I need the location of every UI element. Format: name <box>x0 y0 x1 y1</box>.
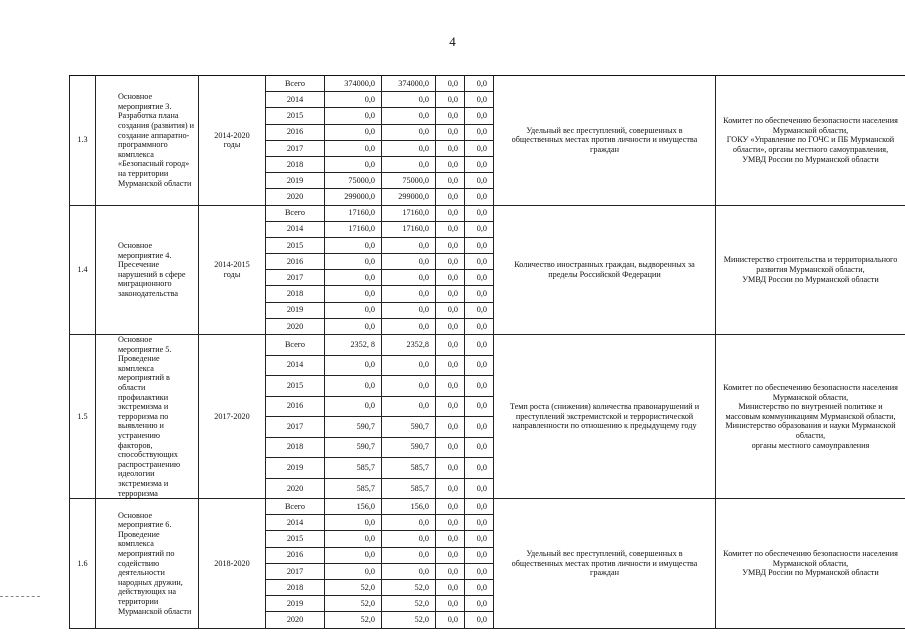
year-cell: 2018 <box>266 580 325 596</box>
regional-budget-cell: 299000,0 <box>382 189 436 205</box>
federal-budget-cell: 0,0 <box>436 108 465 124</box>
total-amount-cell: 0,0 <box>325 108 382 124</box>
total-amount-cell: 585,7 <box>325 458 382 479</box>
total-amount-cell: 585,7 <box>325 478 382 499</box>
responsible-line: ГОКУ «Управление по ГОЧС и ПБ Мурманской области», органы местного самоуправления, УМВД России по Мурманской области <box>726 135 895 164</box>
regional-budget-cell: 0,0 <box>382 92 436 108</box>
other-sources-cell: 0,0 <box>465 563 494 579</box>
year-cell: 2015 <box>266 237 325 253</box>
regional-budget-cell: 0,0 <box>382 108 436 124</box>
responsible-line: Комитет по обеспечению безопасности населения Мурманской области, <box>723 382 898 402</box>
regional-budget-cell: 0,0 <box>382 563 436 579</box>
other-sources-cell: 0,0 <box>465 335 494 356</box>
regional-budget-cell: 0,0 <box>382 547 436 563</box>
regional-budget-cell: 0,0 <box>382 237 436 253</box>
total-amount-cell: 0,0 <box>325 396 382 417</box>
activity-indicator: Количество иностранных граждан, выдворенных за пределы Российской Федерации <box>494 205 716 335</box>
total-amount-cell: 299000,0 <box>325 189 382 205</box>
federal-budget-cell: 0,0 <box>436 205 465 221</box>
year-cell: Всего <box>266 205 325 221</box>
federal-budget-cell: 0,0 <box>436 254 465 270</box>
other-sources-cell: 0,0 <box>465 318 494 334</box>
year-cell: 2014 <box>266 221 325 237</box>
regional-budget-cell: 374000,0 <box>382 76 436 92</box>
year-cell: Всего <box>266 76 325 92</box>
table-row <box>70 335 905 356</box>
federal-budget-cell: 0,0 <box>436 140 465 156</box>
activity-number: 1.4 <box>70 205 96 335</box>
year-cell: 2015 <box>266 376 325 397</box>
year-cell: 2020 <box>266 612 325 628</box>
period-line: годы <box>223 269 241 279</box>
page-number: 4 <box>449 34 456 49</box>
activity-period <box>199 76 266 206</box>
activity-name: Основное мероприятие 5. Проведение комплекса мероприятий в области профилактики экстремизма и терроризма по выявлению и устранению факторов, способствующих распространению идеологии экстремизма и терроризма <box>96 335 199 499</box>
regional-budget-cell: 0,0 <box>382 376 436 397</box>
federal-budget-cell: 0,0 <box>436 580 465 596</box>
responsible-line: Министерство образования и науки Мурманской области, <box>725 421 896 440</box>
year-cell: 2020 <box>266 478 325 499</box>
federal-budget-cell: 0,0 <box>436 124 465 140</box>
activity-indicator: Удельный вес преступлений, совершенных в общественных местах против личности и имущества граждан <box>494 499 716 629</box>
regional-budget-cell: 156,0 <box>382 499 436 515</box>
activity-name: Основное мероприятие 3. Разработка плана создания (развития) и создание аппаратно-программного комплекса «Безопасный город» на территории Мурманской области <box>96 76 199 206</box>
other-sources-cell: 0,0 <box>465 499 494 515</box>
regional-budget-cell: 0,0 <box>382 318 436 334</box>
table-row <box>70 205 905 221</box>
regional-budget-cell: 585,7 <box>382 458 436 479</box>
activity-period <box>199 499 266 629</box>
responsible-line: органы местного самоуправления <box>751 440 870 450</box>
table-body <box>70 76 905 629</box>
regional-budget-cell: 0,0 <box>382 396 436 417</box>
federal-budget-cell: 0,0 <box>436 221 465 237</box>
year-cell: 2017 <box>266 270 325 286</box>
other-sources-cell: 0,0 <box>465 612 494 628</box>
regional-budget-cell: 52,0 <box>382 612 436 628</box>
federal-budget-cell: 0,0 <box>436 596 465 612</box>
responsible-line: УМВД России по Мурманской области <box>742 568 879 578</box>
total-amount-cell: 590,7 <box>325 437 382 458</box>
total-amount-cell: 2352, 8 <box>325 335 382 356</box>
regional-budget-cell: 75000,0 <box>382 173 436 189</box>
responsible-line: Министерство строительства и территориального развития Мурманской области, <box>723 255 898 274</box>
program-activities-table <box>69 75 905 629</box>
table-row <box>70 76 905 92</box>
other-sources-cell: 0,0 <box>465 547 494 563</box>
period-line: 2018-2020 <box>214 558 250 568</box>
total-amount-cell: 75000,0 <box>325 173 382 189</box>
period-line: 2014-2020 <box>214 130 250 140</box>
regional-budget-cell: 0,0 <box>382 124 436 140</box>
federal-budget-cell: 0,0 <box>436 270 465 286</box>
federal-budget-cell: 0,0 <box>436 531 465 547</box>
year-cell: 2019 <box>266 458 325 479</box>
federal-budget-cell: 0,0 <box>436 156 465 172</box>
other-sources-cell: 0,0 <box>465 437 494 458</box>
federal-budget-cell: 0,0 <box>436 612 465 628</box>
year-cell: 2015 <box>266 531 325 547</box>
year-cell: 2018 <box>266 286 325 302</box>
federal-budget-cell: 0,0 <box>436 547 465 563</box>
regional-budget-cell: 585,7 <box>382 478 436 499</box>
activity-number: 1.5 <box>70 335 96 499</box>
other-sources-cell: 0,0 <box>465 205 494 221</box>
year-cell: 2016 <box>266 547 325 563</box>
total-amount-cell: 0,0 <box>325 270 382 286</box>
federal-budget-cell: 0,0 <box>436 237 465 253</box>
year-cell: 2019 <box>266 173 325 189</box>
year-cell: 2014 <box>266 355 325 376</box>
regional-budget-cell: 590,7 <box>382 417 436 438</box>
total-amount-cell: 17160,0 <box>325 205 382 221</box>
total-amount-cell: 0,0 <box>325 156 382 172</box>
activity-name: Основное мероприятие 4. Пресечение нарушений в сфере миграционного законодательства <box>96 205 199 335</box>
federal-budget-cell: 0,0 <box>436 355 465 376</box>
other-sources-cell: 0,0 <box>465 221 494 237</box>
activity-responsible <box>716 76 905 206</box>
responsible-line: УМВД России по Мурманской области <box>742 274 879 284</box>
other-sources-cell: 0,0 <box>465 124 494 140</box>
total-amount-cell: 0,0 <box>325 254 382 270</box>
federal-budget-cell: 0,0 <box>436 286 465 302</box>
total-amount-cell: 374000,0 <box>325 76 382 92</box>
regional-budget-cell: 0,0 <box>382 270 436 286</box>
responsible-line: Министерство по внутренней политике и массовым коммуникациям Мурманской области, <box>725 402 896 421</box>
activity-indicator: Удельный вес преступлений, совершенных в общественных местах против личности и имущества граждан <box>494 76 716 206</box>
regional-budget-cell: 2352,8 <box>382 335 436 356</box>
total-amount-cell: 0,0 <box>325 237 382 253</box>
regional-budget-cell: 0,0 <box>382 355 436 376</box>
scan-artifact-line <box>0 596 40 597</box>
year-cell: 2019 <box>266 596 325 612</box>
regional-budget-cell: 0,0 <box>382 302 436 318</box>
year-cell: 2014 <box>266 515 325 531</box>
federal-budget-cell: 0,0 <box>436 318 465 334</box>
federal-budget-cell: 0,0 <box>436 76 465 92</box>
federal-budget-cell: 0,0 <box>436 396 465 417</box>
other-sources-cell: 0,0 <box>465 531 494 547</box>
year-cell: 2019 <box>266 302 325 318</box>
regional-budget-cell: 0,0 <box>382 254 436 270</box>
federal-budget-cell: 0,0 <box>436 173 465 189</box>
other-sources-cell: 0,0 <box>465 140 494 156</box>
other-sources-cell: 0,0 <box>465 417 494 438</box>
activity-period <box>199 205 266 335</box>
total-amount-cell: 52,0 <box>325 612 382 628</box>
activity-responsible <box>716 335 905 499</box>
total-amount-cell: 156,0 <box>325 499 382 515</box>
regional-budget-cell: 0,0 <box>382 286 436 302</box>
total-amount-cell: 17160,0 <box>325 221 382 237</box>
total-amount-cell: 0,0 <box>325 124 382 140</box>
total-amount-cell: 0,0 <box>325 531 382 547</box>
regional-budget-cell: 590,7 <box>382 437 436 458</box>
other-sources-cell: 0,0 <box>465 596 494 612</box>
federal-budget-cell: 0,0 <box>436 515 465 531</box>
year-cell: 2015 <box>266 108 325 124</box>
activity-responsible <box>716 205 905 335</box>
regional-budget-cell: 52,0 <box>382 596 436 612</box>
other-sources-cell: 0,0 <box>465 458 494 479</box>
regional-budget-cell: 0,0 <box>382 140 436 156</box>
activity-name: Основное мероприятие 6. Проведение комплекса мероприятий по содействию деятельности народных дружин, действующих на территории Мурманской области <box>96 499 199 629</box>
year-cell: 2018 <box>266 156 325 172</box>
year-cell: 2017 <box>266 417 325 438</box>
other-sources-cell: 0,0 <box>465 254 494 270</box>
other-sources-cell: 0,0 <box>465 108 494 124</box>
total-amount-cell: 0,0 <box>325 302 382 318</box>
other-sources-cell: 0,0 <box>465 580 494 596</box>
period-line: 2017-2020 <box>214 411 250 421</box>
total-amount-cell: 0,0 <box>325 563 382 579</box>
activity-period <box>199 335 266 499</box>
responsible-line: Комитет по обеспечению безопасности населения Мурманской области, <box>723 548 898 568</box>
year-cell: Всего <box>266 335 325 356</box>
federal-budget-cell: 0,0 <box>436 458 465 479</box>
regional-budget-cell: 0,0 <box>382 515 436 531</box>
other-sources-cell: 0,0 <box>465 92 494 108</box>
total-amount-cell: 52,0 <box>325 596 382 612</box>
year-cell: 2020 <box>266 318 325 334</box>
federal-budget-cell: 0,0 <box>436 335 465 356</box>
other-sources-cell: 0,0 <box>465 237 494 253</box>
year-cell: 2018 <box>266 437 325 458</box>
total-amount-cell: 0,0 <box>325 286 382 302</box>
other-sources-cell: 0,0 <box>465 515 494 531</box>
year-cell: Всего <box>266 499 325 515</box>
year-cell: 2014 <box>266 92 325 108</box>
other-sources-cell: 0,0 <box>465 376 494 397</box>
other-sources-cell: 0,0 <box>465 302 494 318</box>
total-amount-cell: 0,0 <box>325 376 382 397</box>
total-amount-cell: 0,0 <box>325 92 382 108</box>
federal-budget-cell: 0,0 <box>436 563 465 579</box>
activity-number: 1.3 <box>70 76 96 206</box>
total-amount-cell: 0,0 <box>325 515 382 531</box>
regional-budget-cell: 0,0 <box>382 156 436 172</box>
federal-budget-cell: 0,0 <box>436 302 465 318</box>
federal-budget-cell: 0,0 <box>436 376 465 397</box>
total-amount-cell: 52,0 <box>325 580 382 596</box>
regional-budget-cell: 17160,0 <box>382 205 436 221</box>
other-sources-cell: 0,0 <box>465 156 494 172</box>
other-sources-cell: 0,0 <box>465 173 494 189</box>
activity-responsible <box>716 499 905 629</box>
total-amount-cell: 0,0 <box>325 547 382 563</box>
activity-indicator: Темп роста (снижения) количества правонарушений и преступлений экстремистской и террористической направленности по отношению к предыдущему году <box>494 335 716 499</box>
total-amount-cell: 0,0 <box>325 355 382 376</box>
regional-budget-cell: 17160,0 <box>382 221 436 237</box>
other-sources-cell: 0,0 <box>465 189 494 205</box>
table-row <box>70 499 905 515</box>
federal-budget-cell: 0,0 <box>436 189 465 205</box>
total-amount-cell: 590,7 <box>325 417 382 438</box>
other-sources-cell: 0,0 <box>465 355 494 376</box>
activity-number: 1.6 <box>70 499 96 629</box>
federal-budget-cell: 0,0 <box>436 437 465 458</box>
other-sources-cell: 0,0 <box>465 396 494 417</box>
year-cell: 2016 <box>266 396 325 417</box>
other-sources-cell: 0,0 <box>465 286 494 302</box>
federal-budget-cell: 0,0 <box>436 417 465 438</box>
period-line: 2014-2015 <box>214 260 250 270</box>
federal-budget-cell: 0,0 <box>436 499 465 515</box>
responsible-line: Комитет по обеспечению безопасности населения Мурманской области, <box>723 116 898 135</box>
year-cell: 2017 <box>266 563 325 579</box>
other-sources-cell: 0,0 <box>465 270 494 286</box>
total-amount-cell: 0,0 <box>325 318 382 334</box>
year-cell: 2016 <box>266 124 325 140</box>
year-cell: 2017 <box>266 140 325 156</box>
year-cell: 2020 <box>266 189 325 205</box>
other-sources-cell: 0,0 <box>465 76 494 92</box>
federal-budget-cell: 0,0 <box>436 92 465 108</box>
year-cell: 2016 <box>266 254 325 270</box>
other-sources-cell: 0,0 <box>465 478 494 499</box>
period-line: годы <box>223 140 241 150</box>
federal-budget-cell: 0,0 <box>436 478 465 499</box>
total-amount-cell: 0,0 <box>325 140 382 156</box>
regional-budget-cell: 0,0 <box>382 531 436 547</box>
regional-budget-cell: 52,0 <box>382 580 436 596</box>
